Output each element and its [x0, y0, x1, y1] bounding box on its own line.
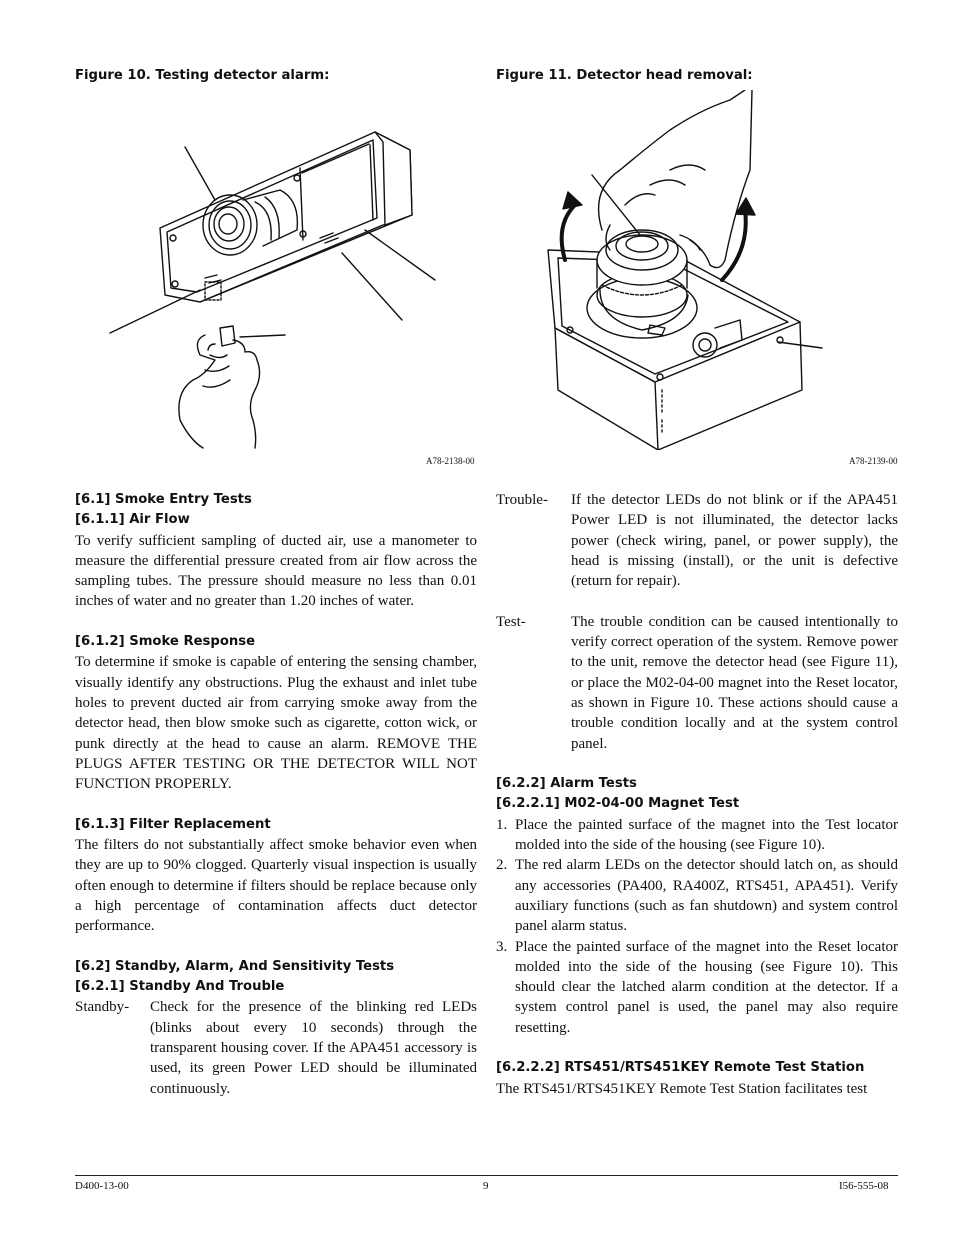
figure-11-caption: Figure 11. Detector head removal:: [496, 68, 753, 83]
heading-6-2: [6.2] Standby, Alarm, And Sensitivity Tests: [75, 958, 395, 974]
figure-10-caption: Figure 10. Testing detector alarm:: [75, 68, 330, 83]
list-item: [496, 815, 898, 856]
term-standby: Standby-: [75, 999, 130, 1016]
left-column: [75, 490, 477, 1099]
heading-6-2-2-2: [6.2.2.2] RTS451/RTS451KEY Remote Test Station: [496, 1060, 865, 1076]
right-column: [496, 490, 898, 1099]
page-number: 9: [483, 1180, 489, 1192]
paragraph-smoke-response: To determine if smoke is capable of entering the sensing chamber, visually identify any obstructions. Plug the exhaust and inlet tube holes to prevent ducted air from carrying smoke away from the detector head, then blow smoke such as cigarette, cotton wick, or punk directly at the head to cause an alarm. REMOVE THE PLUGS AFTER TESTING OR THE DETECTOR WILL NOT FUNCTION PROPERLY.: [75, 654, 477, 793]
term-trouble: Trouble-: [496, 492, 548, 508]
heading-6-1-3: [6.1.3] Filter Replacement: [75, 816, 271, 832]
footer-part-number: I56-555-08: [839, 1180, 889, 1192]
heading-6-1: [6.1] Smoke Entry Tests: [75, 492, 252, 507]
footer-rule: [75, 1175, 898, 1176]
paragraph-air-flow: To verify sufficient sampling of ducted air, use a manometer to measure the differential pressure created from air flow across the sampling tubes. The pressure should measure no less than 0.01 inches of water and no greater than 1.20 inches of water.: [75, 532, 477, 610]
figure-10-illustration: [105, 130, 445, 450]
heading-6-2-2-1: [6.2.2.1] M02-04-00 Magnet Test: [496, 796, 740, 812]
definition-trouble: [496, 490, 898, 591]
desc-test: The trouble condition can be caused intentionally to verify correct operation of the system. Remove power to the unit, remove the detector head (see Figure 11), or place the M02-04-00 magnet into the Reset locator, as shown in Figure 10. These actions should cause a trouble condition locally and at the system control panel.: [571, 613, 898, 752]
heading-6-1-2: [6.1.2] Smoke Response: [75, 634, 256, 650]
figure-11-id: A78-2139-00: [849, 456, 898, 466]
list-item: [496, 937, 898, 1038]
list-item-number: 2.: [496, 857, 508, 874]
heading-6-2-2: [6.2.2] Alarm Tests: [496, 776, 637, 792]
figure-10-id: A78-2138-00: [426, 456, 475, 466]
desc-standby: Check for the presence of the blinking red LEDs (blinks about every 10 seconds) through the transparent housing cover. If the APA451 accessory is used, its green Power LED should be illuminated continuously.: [150, 999, 477, 1097]
term-test: Test-: [496, 613, 526, 630]
paragraph-filter-replacement: The filters do not substantially affect smoke behavior even when they are up to 90% clogged. Quarterly visual inspection is usually often enough to determine if filters should be replace because only a high percentage of contamination affects duct detector performance.: [75, 837, 477, 935]
list-item-text: The red alarm LEDs on the detector should latch on, as should any accessories (PA400, RA400Z, RTS451, APA451). Verify auxiliary functions (such as fan shutdown) and system control panel alarm status.: [515, 857, 898, 935]
footer-doc-number: D400-13-00: [75, 1180, 129, 1192]
figure-11-illustration: [530, 90, 840, 450]
list-item-number: 3.: [496, 938, 508, 955]
list-item: [496, 855, 898, 936]
paragraph-remote-test-station: The RTS451/RTS451KEY Remote Test Station facilitates test: [496, 1080, 868, 1097]
heading-6-2-1: [6.2.1] Standby And Trouble: [75, 979, 285, 995]
definition-test: [496, 612, 898, 754]
definition-standby: [75, 997, 477, 1098]
list-item-text: Place the painted surface of the magnet into the Test locator molded into the side of the housing (see Figure 10).: [515, 816, 898, 854]
desc-trouble: If the detector LEDs do not blink or if the APA451 Power LED is not illuminated, the detector lacks power (check wiring, panel, or power supply), the head is missing (install), or the unit is defective (return for repair).: [571, 492, 898, 590]
list-item-text: Place the painted surface of the magnet into the Reset locator molded into the side of the housing (see Figure 10). This should clear the latched alarm condition at the detector. If a system control panel is used, the panel may also require resetting.: [515, 938, 898, 1036]
list-item-number: 1.: [496, 816, 508, 833]
heading-6-1-1: [6.1.1] Air Flow: [75, 512, 190, 528]
